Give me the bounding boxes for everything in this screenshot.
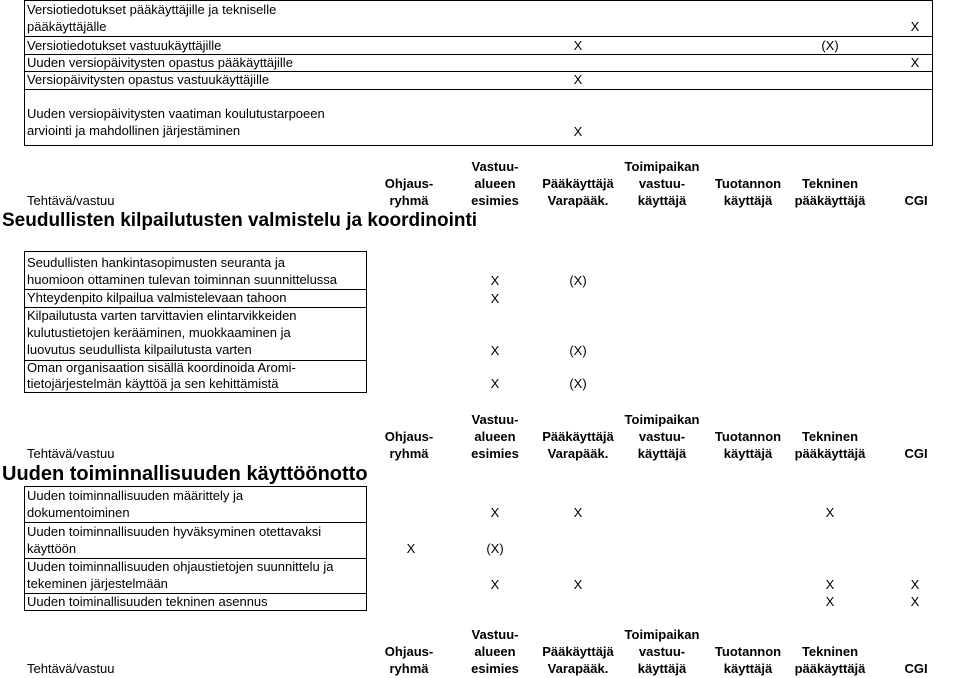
header-toimipaikan: käyttäjä [637,661,687,676]
mark-varapaak: X [573,72,583,87]
mark-tuotannon: X [825,594,835,609]
mark-vastuu: X [490,376,500,391]
mark-ohjaus: X [406,541,416,556]
header-tuotannon: Tuotannon [714,176,782,191]
table-row-text: Versiotiedotukset vastuukäyttäjille [27,38,222,53]
header-tuotannon: käyttäjä [723,446,773,461]
header-ohjaus: Ohjaus- [384,429,434,444]
header-vastuu: Vastuu- [471,159,519,174]
table-row-text: Versiopäivitysten opastus vastuukäyttäjille [27,72,270,87]
header-ohjaus: Ohjaus- [384,644,434,659]
header-toimipaikan: käyttäjä [637,446,687,461]
header-toimipaikan: Toimipaikan [624,159,700,174]
mark-paak: (X) [569,343,587,358]
table-row-text: Yhteydenpito kilpailua valmistelevaan tahoon [27,290,287,305]
header-vastuu: esimies [471,446,519,461]
table-row-text: Uuden toiminnallisuuden hyväksyminen otettavaksi [27,524,322,539]
header-vastuu: esimies [471,193,519,208]
table-row-text: Uuden toiminnallisuuden määrittely ja [27,488,244,503]
table-row-text: Uuden versiopäivitysten opastus pääkäyttäjille [27,55,293,70]
header-toimipaikan: Toimipaikan [624,627,700,642]
header-ohjaus: Ohjaus- [384,176,434,191]
header-tekninen: Tekninen [801,429,859,444]
header-vastuu: Vastuu- [471,412,519,427]
header-tuotannon: Tuotannon [714,429,782,444]
header-toimipaikan: vastuu- [638,429,686,444]
section-title: Uuden toiminnallisuuden käyttöönotto [2,463,368,485]
table-row-text: tekeminen järjestelmään [27,576,168,591]
table-row-text: Uuden versiopäivitysten vaatiman koulutustarpoeen [27,106,325,121]
header-vastuu: esimies [471,661,519,676]
mark-varapaak: X [573,124,583,139]
header-paakayttaja: Pääkäyttäjä [542,644,614,659]
mark-varapaak: X [573,38,583,53]
mark-paak: X [573,577,583,592]
table-row-text: Seudullisten hankintasopimusten seuranta ja [27,255,286,270]
header-vastuu: alueen [474,644,516,659]
header-paakayttaja: Varapääk. [547,446,609,461]
table-row-text: pääkäyttäjälle [27,19,107,34]
header-toimipaikan: Toimipaikan [624,412,700,427]
mark-vastuu: X [490,505,500,520]
header-ohjaus: ryhmä [389,446,429,461]
mark-tuotannon: X [825,577,835,592]
header-toimipaikan: vastuu- [638,644,686,659]
mark-tuotannon: (X) [821,38,839,53]
mark-vastuu: X [490,273,500,288]
header-toimipaikan: vastuu- [638,176,686,191]
table-row-text: dokumentoiminen [27,505,130,520]
mark-tuotannon: X [825,505,835,520]
mark-tekninen: X [910,577,920,592]
section-title: Seudullisten kilpailutusten valmistelu ja koordinointi [2,210,478,231]
table-row-text: kulutustietojen kerääminen, muokkaaminen ja [27,325,291,340]
header-tekninen: pääkäyttäjä [794,446,866,461]
header-tekninen: Tekninen [801,176,859,191]
header-paakayttaja: Varapääk. [547,193,609,208]
table-row-text: tietojärjestelmän käyttöä ja sen kehittämistä [27,376,279,391]
header-task: Tehtävä/vastuu [27,193,115,208]
header-tekninen: pääkäyttäjä [794,661,866,676]
header-task: Tehtävä/vastuu [27,661,115,676]
mark-tekninen: X [910,594,920,609]
header-cgi: CGI [904,446,928,461]
header-tekninen: pääkäyttäjä [794,193,866,208]
mark-vastuu: X [490,577,500,592]
header-tuotannon: käyttäjä [723,661,773,676]
header-tuotannon: käyttäjä [723,193,773,208]
header-vastuu: Vastuu- [471,627,519,642]
mark-paak: X [573,505,583,520]
header-paakayttaja: Pääkäyttäjä [542,176,614,191]
header-cgi: CGI [904,193,928,208]
mark-cgi: X [910,55,920,70]
header-paakayttaja: Varapääk. [547,661,609,676]
table-row-text: arviointi ja mahdollinen järjestäminen [27,123,241,138]
table-row-text: käyttöön [27,541,77,556]
table-row-text: Uuden toiminallisuuden tekninen asennus [27,594,268,609]
header-vastuu: alueen [474,429,516,444]
table-row-text: luovutus seudullista kilpailutusta varten [27,342,252,357]
table-row-text: Versiotiedotukset pääkäyttäjille ja tekniselle [27,2,277,17]
header-cgi: CGI [904,661,928,676]
mark-cgi: X [910,19,920,34]
header-task: Tehtävä/vastuu [27,446,115,461]
mark-vastuu: X [490,343,500,358]
table-row-text: Uuden toiminnallisuuden ohjaustietojen suunnittelu ja [27,559,334,574]
header-ohjaus: ryhmä [389,193,429,208]
header-vastuu: alueen [474,176,516,191]
mark-vastuu: (X) [486,541,504,556]
header-tekninen: Tekninen [801,644,859,659]
table-row-text: Oman organisaation sisällä koordinoida Aromi- [27,360,296,375]
header-tuotannon: Tuotannon [714,644,782,659]
mark-paak: (X) [569,376,587,391]
table-row-text: Kilpailutusta varten tarvittavien elintarvikkeiden [27,308,297,323]
header-toimipaikan: käyttäjä [637,193,687,208]
table-row-text: huomioon ottaminen tulevan toiminnan suunnittelussa [27,272,338,287]
header-ohjaus: ryhmä [389,661,429,676]
mark-paak: (X) [569,273,587,288]
header-paakayttaja: Pääkäyttäjä [542,429,614,444]
mark-vastuu: X [490,291,500,306]
